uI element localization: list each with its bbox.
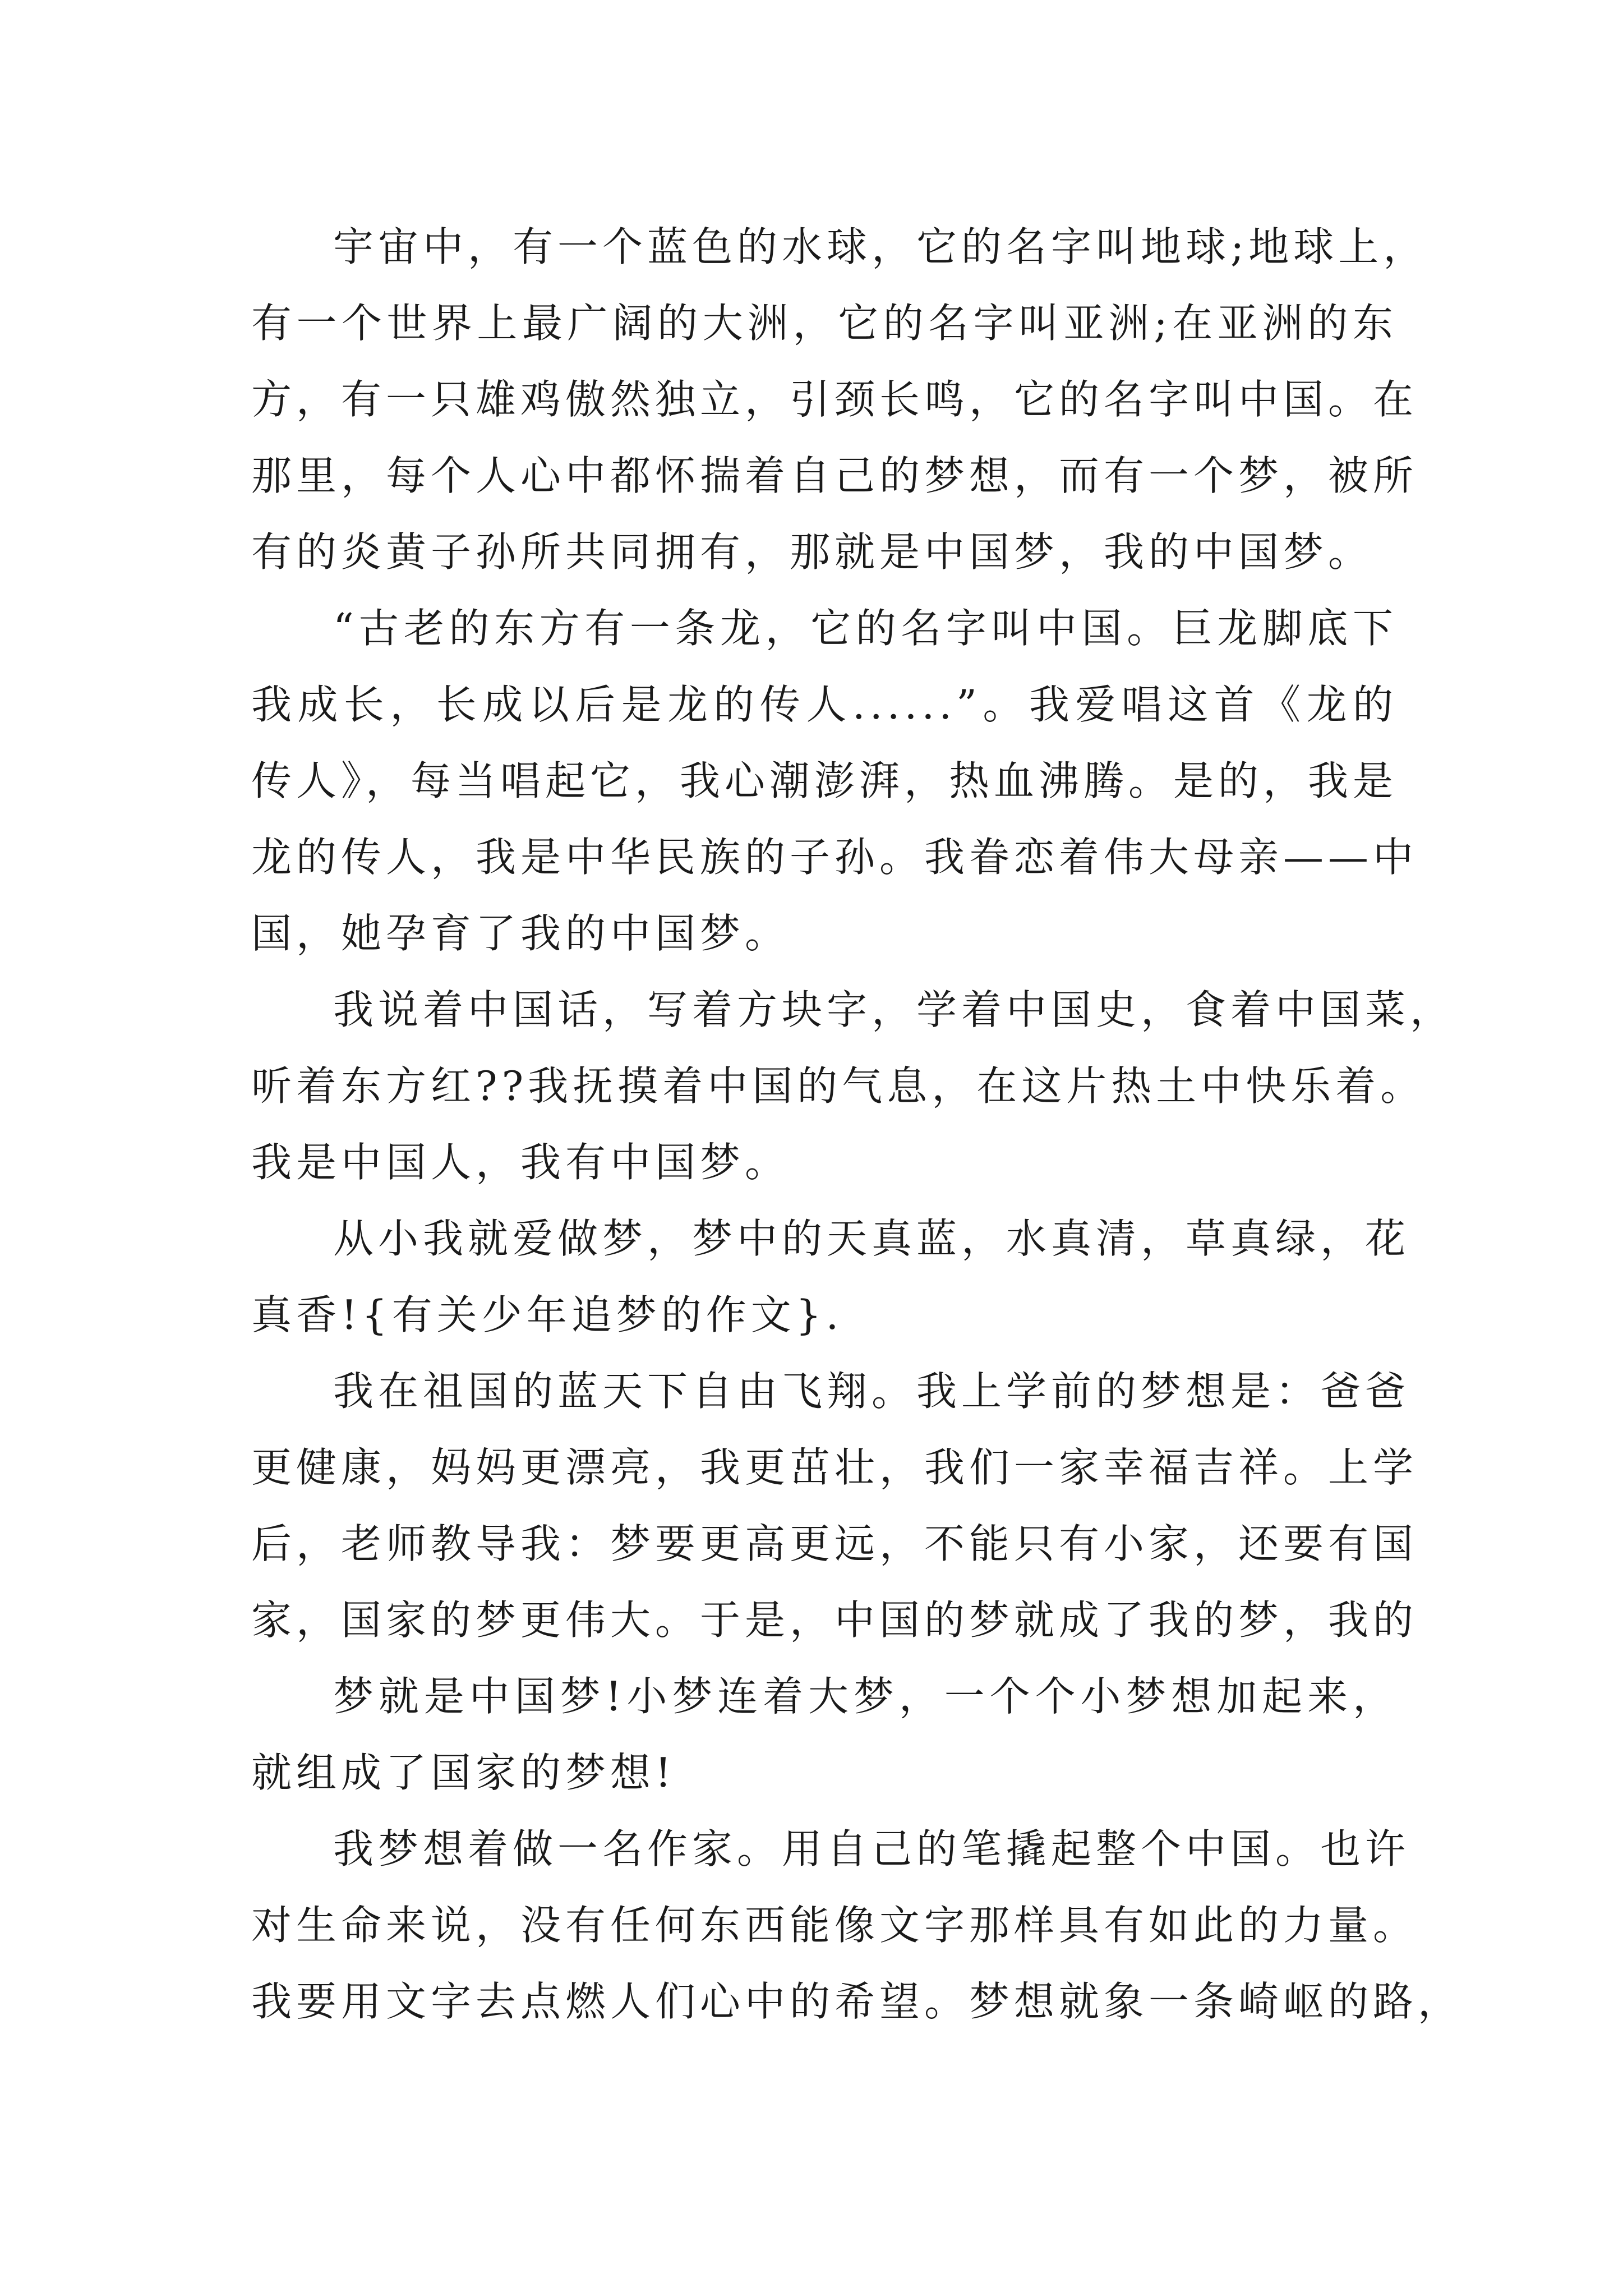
text-line: 方，有一只雄鸡傲然独立，引颈长鸣，它的名字叫中国。在: [251, 376, 1418, 423]
text-line: 龙的传人，我是中华民族的子孙。我眷恋着伟大母亲——中: [251, 834, 1418, 881]
paragraph: [251, 1200, 1410, 1353]
text-line: 家，国家的梦更伟大。于是，中国的梦就成了我的梦，我的: [251, 1596, 1418, 1644]
text-line: 我在祖国的蓝天下自由飞翔。我上学前的梦想是：爸爸: [333, 1368, 1410, 1415]
text-line: 梦就是中国梦!小梦连着大梦，一个个小梦想加起来，: [333, 1673, 1398, 1720]
text-line: 更健康，妈妈更漂亮，我更茁壮，我们一家幸福吉祥。上学: [251, 1444, 1418, 1491]
text-line: 我要用文字去点燃人们心中的希望。梦想就象一条崎岖的路，: [251, 1978, 1463, 2025]
text-line: 听着东方红??我抚摸着中国的气息，在这片热土中快乐着。: [251, 1062, 1426, 1110]
paragraph: [251, 972, 1455, 1200]
text-line: 对生命来说，没有任何东西能像文字那样具有如此的力量。: [251, 1902, 1418, 1949]
paragraph: [251, 1811, 1463, 2040]
text-line: 我梦想着做一名作家。用自己的笔撬起整个中国。也许: [333, 1825, 1410, 1872]
essay-body: [251, 209, 1463, 2040]
text-line: 我成长，长成以后是龙的传人......”。我爱唱这首《龙的: [251, 681, 1398, 728]
text-line: 后，老师教导我：梦要更高更远，不能只有小家，还要有国: [251, 1520, 1418, 1567]
paragraph: [251, 209, 1428, 590]
text-line: 国，她孕育了我的中国梦。: [251, 910, 790, 957]
text-line: 有的炎黄子孙所共同拥有，那就是中国梦，我的中国梦。: [251, 528, 1373, 576]
text-line: 我是中国人，我有中国梦。: [251, 1139, 790, 1186]
paragraph: [251, 590, 1418, 972]
text-line: 传人》，每当唱起它，我心潮澎湃，热血沸腾。是的，我是: [251, 757, 1398, 804]
text-line: 那里，每个人心中都怀揣着自己的梦想，而有一个梦，被所: [251, 452, 1418, 499]
text-line: 有一个世界上最广阔的大洲，它的名字叫亚洲;在亚洲的东: [251, 300, 1398, 347]
paragraph: [251, 1658, 1398, 1811]
text-line: “古老的东方有一条龙，它的名字叫中国。巨龙脚底下: [333, 605, 1398, 652]
text-line: 从小我就爱做梦，梦中的天真蓝，水真清，草真绿，花: [333, 1215, 1410, 1262]
text-line: 宇宙中，有一个蓝色的水球，它的名字叫地球;地球上，: [333, 223, 1428, 270]
paragraph: [251, 1353, 1418, 1658]
text-line: 我说着中国话，写着方块字，学着中国史，食着中国菜，: [333, 986, 1455, 1033]
text-line: 就组成了国家的梦想!: [251, 1749, 676, 1796]
text-line: 真香!{有关少年追梦的作文}.: [251, 1291, 843, 1338]
